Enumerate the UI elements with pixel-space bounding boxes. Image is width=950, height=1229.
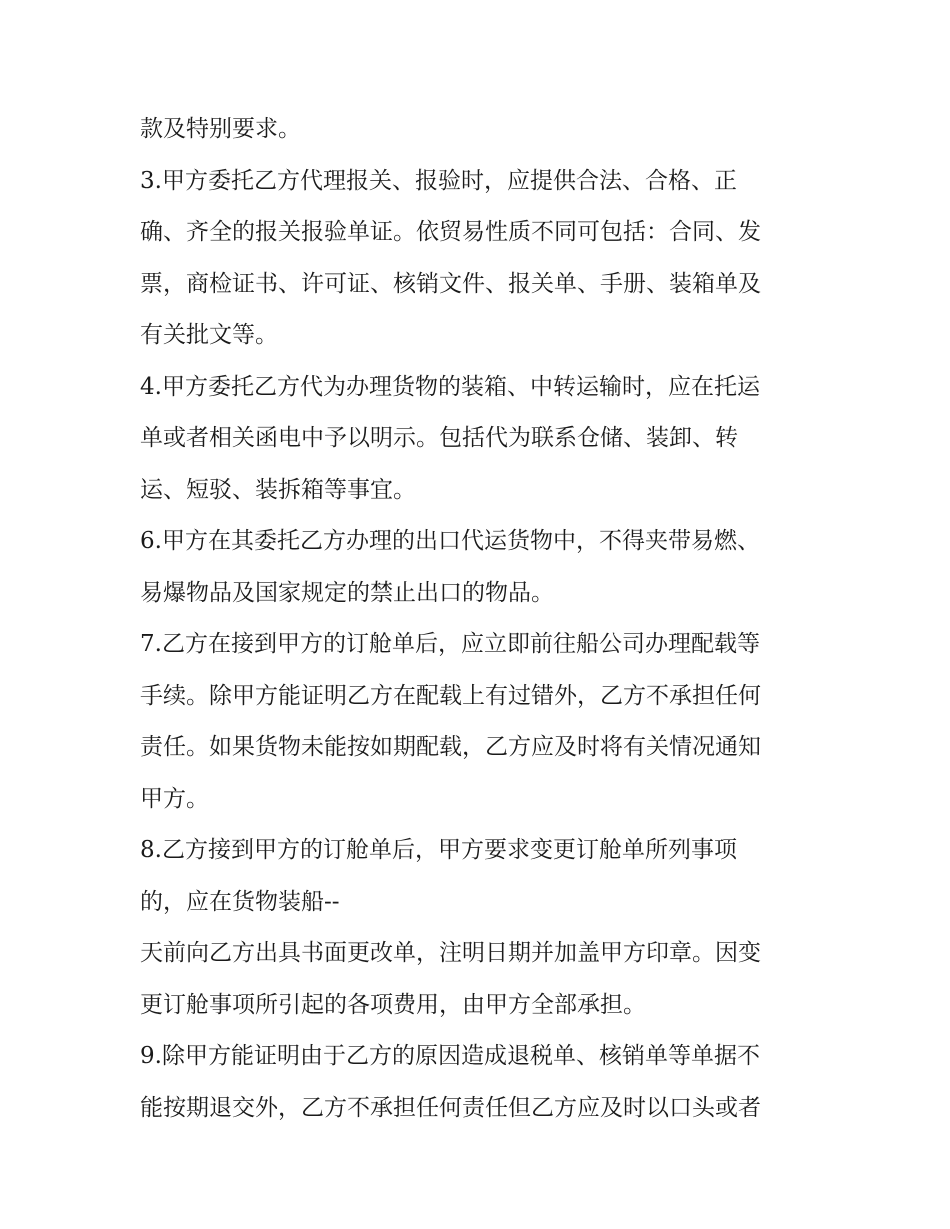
- text-line: 能按期退交外，乙方不承担任何责任但乙方应及时以口头或者: [140, 1094, 761, 1121]
- text-line: 9.除甲方能证明由于乙方的原因造成退税单、核销单等单据不: [140, 1043, 760, 1069]
- text-line: 单或者相关函电中予以明示。包括代为联系仓储、装卸、转: [140, 425, 738, 451]
- text-line: 6.甲方在其委托乙方办理的出口代运货物中，不得夹带易燃、: [140, 528, 760, 554]
- contract-clauses-text: [140, 104, 820, 1134]
- text-line: 的，应在货物装船--: [140, 888, 340, 915]
- text-line: 手续。除甲方能证明乙方在配载上有过错外，乙方不承担任何: [140, 682, 761, 709]
- text-line: 更订舱事项所引起的各项费用，由甲方全部承担。: [140, 991, 646, 1018]
- text-line: 确、齐全的报关报验单证。依贸易性质不同可包括：合同、发: [140, 219, 761, 245]
- text-line: 3.甲方委托乙方代理报关、报验时，应提供合法、合格、正: [140, 167, 737, 194]
- text-line: 款及特别要求。: [140, 116, 301, 142]
- text-line: 票，商检证书、许可证、核销文件、报关单、手册、装箱单及: [140, 270, 761, 297]
- text-line: 运、短驳、装拆箱等事宜。: [140, 476, 416, 503]
- text-line: 有关批文等。: [140, 322, 278, 348]
- text-line: 4.甲方委托乙方代为办理货物的装箱、中转运输时，应在托运: [140, 373, 760, 400]
- text-line: 天前向乙方出具书面更改单，注明日期并加盖甲方印章。因变: [140, 940, 761, 966]
- text-line: 甲方。: [140, 785, 209, 812]
- text-line: 责任。如果货物未能按如期配载，乙方应及时将有关情况通知: [140, 734, 761, 760]
- text-line: 8.乙方接到甲方的订舱单后，甲方要求变更订舱单所列事项: [140, 837, 737, 863]
- text-line: 7.乙方在接到甲方的订舱单后，应立即前往船公司办理配载等: [140, 631, 760, 657]
- text-line: 易爆物品及国家规定的禁止出口的物品。: [140, 579, 554, 606]
